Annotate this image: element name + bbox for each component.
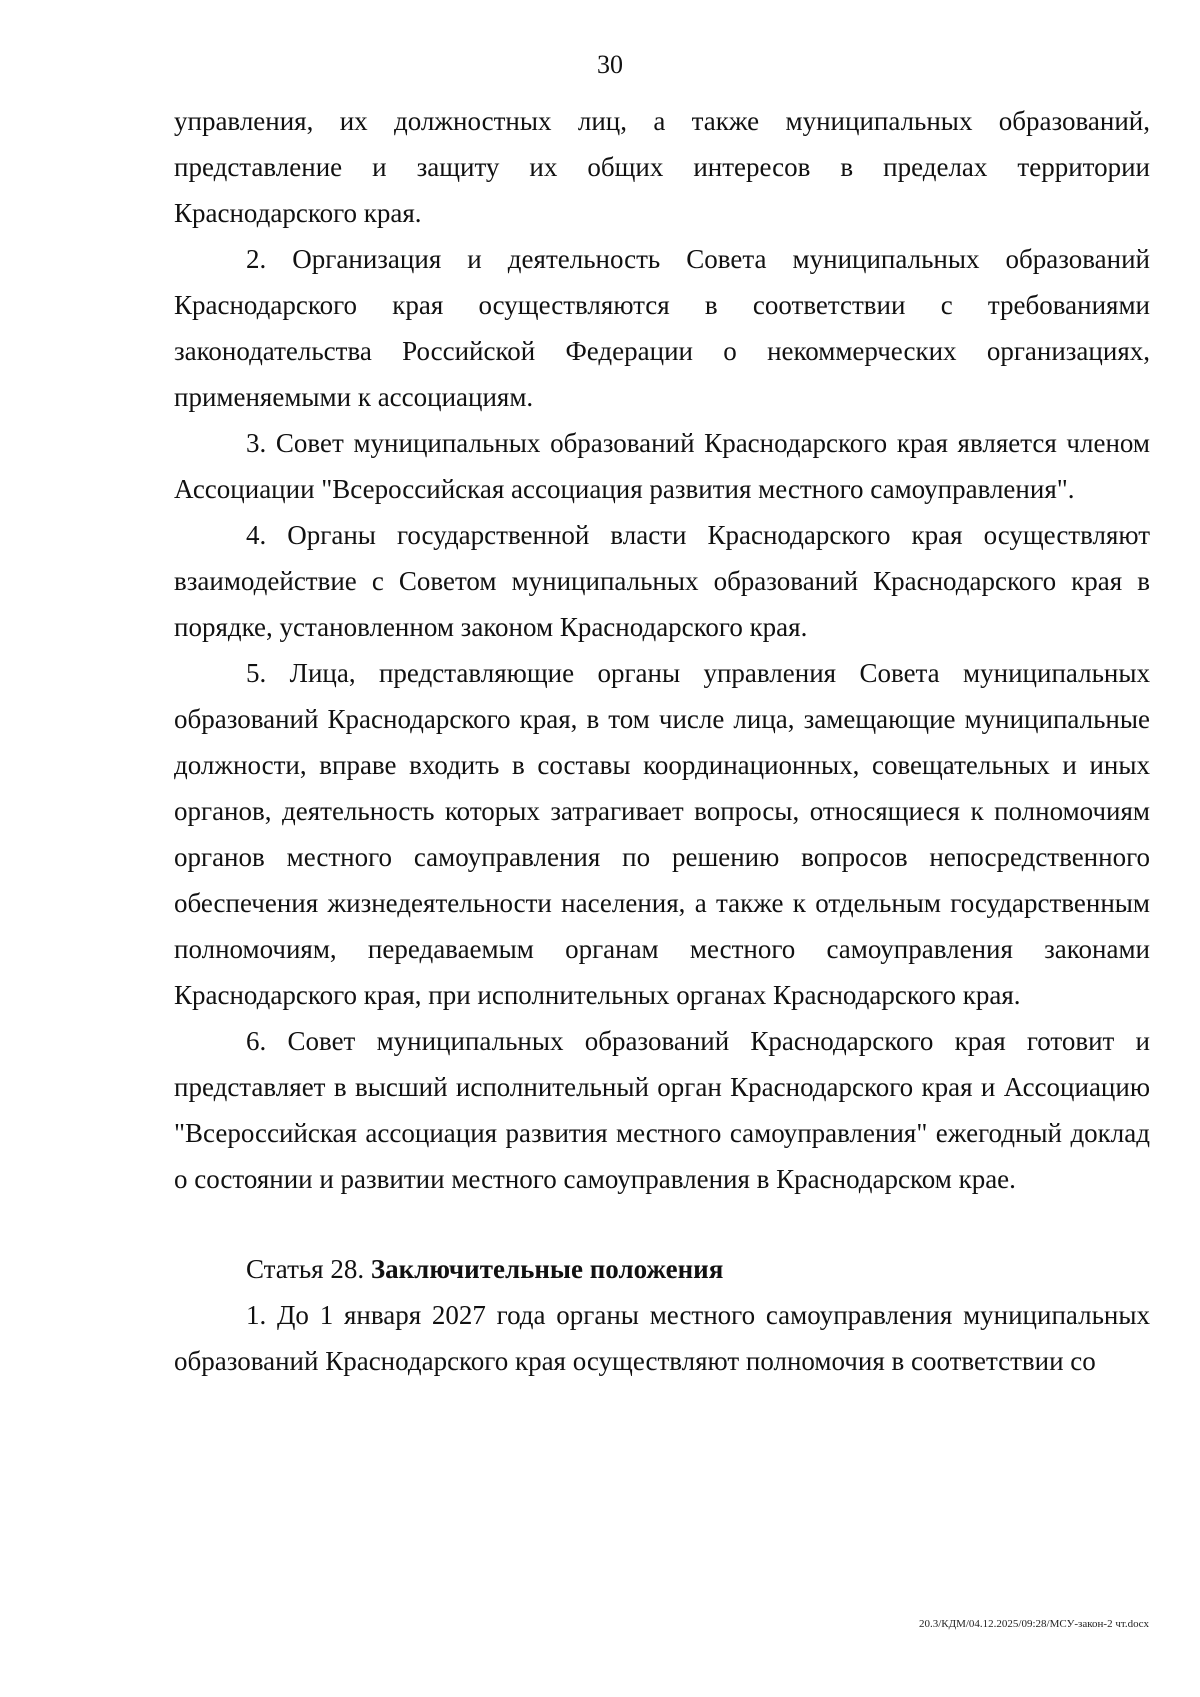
article-label: Статья 28. bbox=[246, 1254, 365, 1284]
paragraph-2: 2. Организация и деятельность Совета муниципальных образований Краснодарского края осуществляются в соответствии с требованиями законодательства Российской Федерации о некоммерческих организациях, применяемыми к ассоциациям. bbox=[174, 244, 1150, 412]
paragraph-intro: управления, их должностных лиц, а также муниципальных образований, представление и защиту их общих интересов в пределах территории Краснодарского края. bbox=[174, 106, 1150, 228]
page-number: 30 bbox=[597, 50, 623, 79]
paragraph-6: 6. Совет муниципальных образований Краснодарского края готовит и представляет в высший исполнительный орган Краснодарского края и Ассоциацию "Всероссийская ассоциация развития местного самоуправления" ежегодный доклад о состоянии и развитии местного самоуправления в Краснодарском крае. bbox=[174, 1026, 1150, 1194]
article-heading bbox=[174, 1246, 1150, 1292]
article-title: Заключительные положения bbox=[370, 1254, 724, 1284]
paragraph-5: 5. Лица, представляющие органы управления Совета муниципальных образований Краснодарского края, в том числе лица, замещающие муниципальные должности, вправе входить в составы координационных, совещательных и иных органов, деятельность которых затрагивает вопросы, относящиеся к полномочиям органов местного самоуправления по решению вопросов непосредственного обеспечения жизнедеятельности населения, а также к отдельным государственным полномочиям, передаваемым органам местного самоуправления законами Краснодарского края, при исполнительных органах Краснодарского края. bbox=[174, 658, 1150, 1010]
footer-file-reference: 20.3/КДМ/04.12.2025/09:28/МСУ-закон-2 чт.docx bbox=[918, 1618, 1149, 1630]
section-gap bbox=[174, 1202, 1150, 1246]
paragraph-3: 3. Совет муниципальных образований Краснодарского края является членом Ассоциации "Всероссийская ассоциация развития местного самоуправления". bbox=[174, 428, 1150, 504]
document-body bbox=[174, 98, 1150, 1384]
paragraph-4: 4. Органы государственной власти Краснодарского края осуществляют взаимодействие с Советом муниципальных образований Краснодарского края в порядке, установленном законом Краснодарского края. bbox=[174, 520, 1150, 642]
article-paragraph-1: 1. До 1 января 2027 года органы местного самоуправления муниципальных образований Краснодарского края осуществляют полномочия в соответствии со bbox=[174, 1300, 1150, 1376]
